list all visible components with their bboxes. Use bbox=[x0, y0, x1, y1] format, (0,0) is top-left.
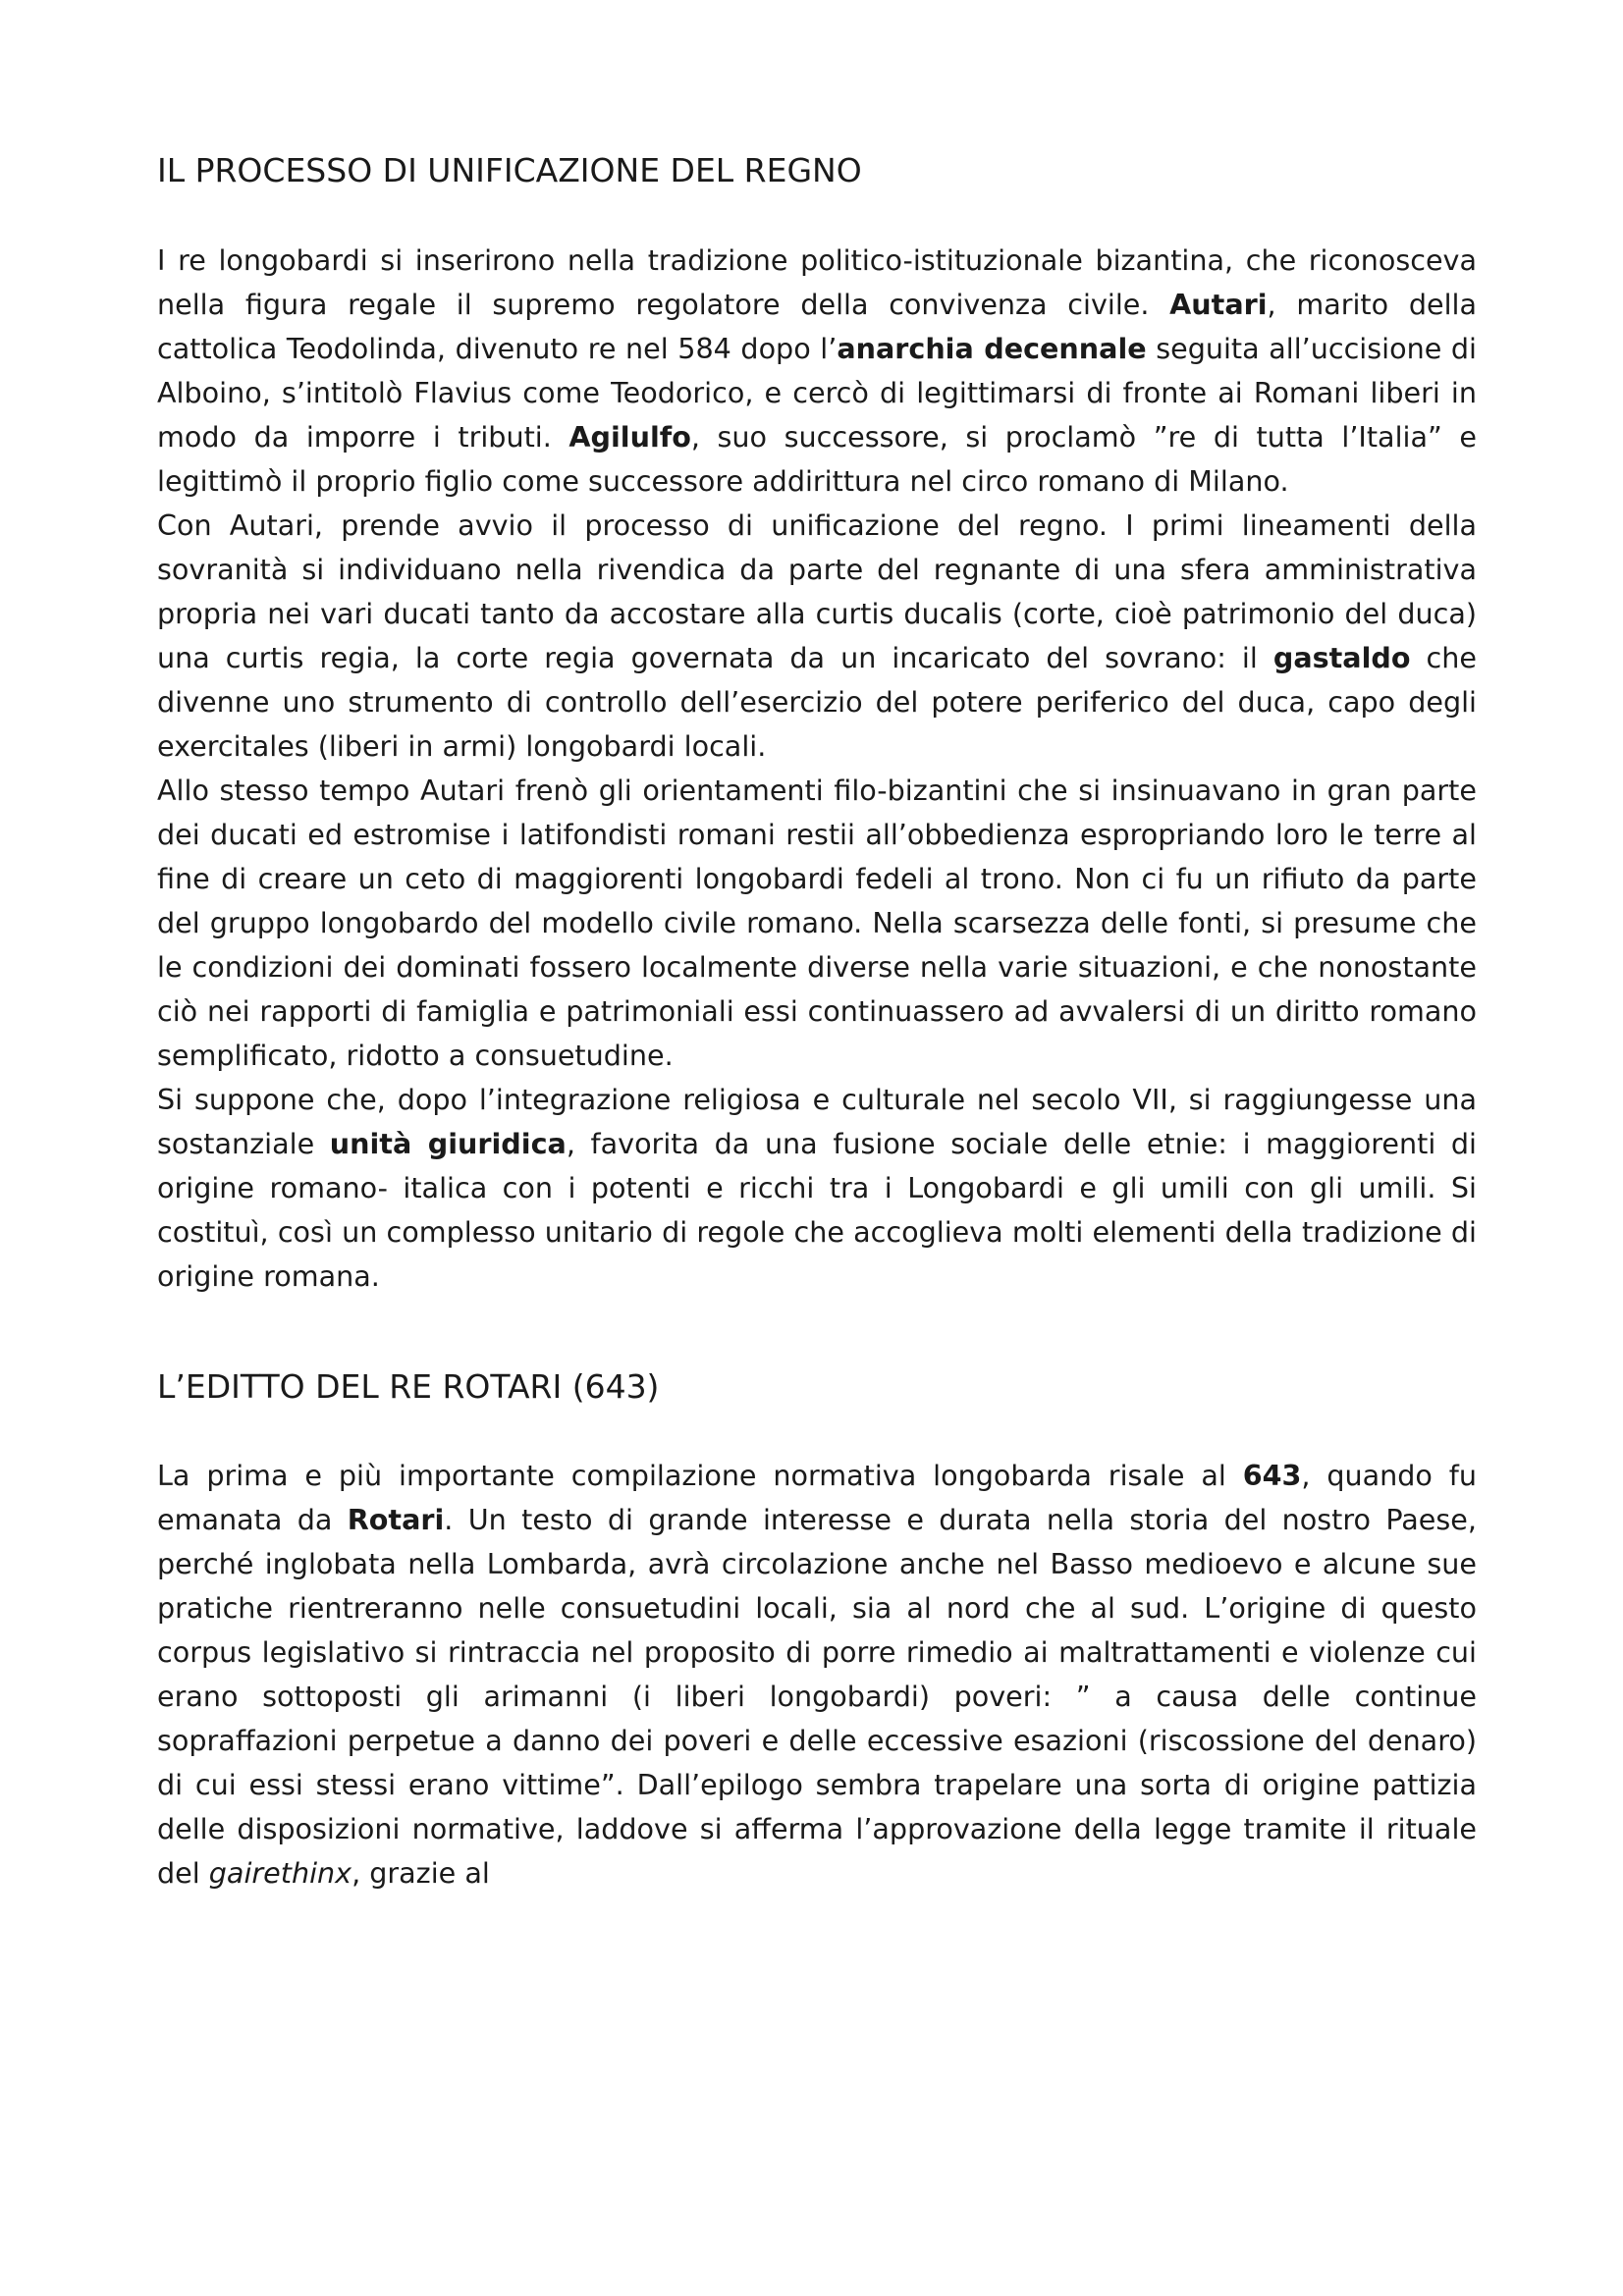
bold-term-gastaldo: gastaldo bbox=[1272, 641, 1411, 674]
text-run: seguita all’uccisione di Alboino, s’intitolò Flavius come Teodorico, e cercò di legittimarsi di fronte ai Romani liberi in modo da imporre i tributi. bbox=[157, 332, 1477, 454]
text-run: che divenne uno strumento di controllo dell’esercizio del potere periferico del duca, capo degli exercitales (liberi in armi) longobardi locali. bbox=[157, 641, 1477, 763]
bold-term-unita-giuridica: unità giuridica bbox=[329, 1127, 567, 1160]
text-run: . Un testo di grande interesse e durata nella storia del nostro Paese, perché inglobata nella Lombarda, avrà circolazione anche nel Basso medioevo e alcune sue pratiche rientreranno nelle consuetudini locali, sia al nord che al sud. L’origine di questo corpus legislativo si rintraccia nel proposito di porre rimedio ai maltrattamenti e violenze cui erano sottoposti gli arimanni (i liberi longobardi) poveri: ” a causa delle continue sopraffazioni perpetue a danno dei poveri e delle eccessive esazioni (riscossione del denaro) di cui essi stessi erano vittime”. Dall’epilogo sembra trapelare una sorta di origine pattizia delle disposizioni normative, laddove si afferma l’approvazione della legge tramite il rituale del bbox=[157, 1503, 1477, 1890]
bold-term-643: 643 bbox=[1242, 1459, 1302, 1492]
section-title-unificazione: IL PROCESSO DI UNIFICAZIONE DEL REGNO bbox=[157, 151, 862, 189]
text-run: I re longobardi si inserirono nella tradizione politico-istituzionale bizantina, che riconosceva nella figura regale il supremo regolatore della convivenza civile. bbox=[157, 243, 1477, 321]
text-run: Con Autari, prende avvio il processo di unificazione del regno. I primi lineamenti della sovranità si individuano nella rivendica da parte del regnante di una sfera amministrativa propria nei vari ducati tanto da accostare alla curtis ducalis (corte, cioè patrimonio del duca) una curtis regia, la corte regia governata da un incaricato del sovrano: il bbox=[157, 508, 1477, 674]
text-run: , quando fu emanata da bbox=[157, 1459, 1477, 1536]
bold-term-autari: Autari bbox=[1169, 288, 1268, 321]
bold-term-rotari: Rotari bbox=[347, 1503, 445, 1536]
document-page bbox=[157, 149, 1477, 1896]
text-run: Si suppone che, dopo l’integrazione religiosa e culturale nel secolo VII, si raggiungesse una sostanziale bbox=[157, 1083, 1477, 1160]
paragraph-unificazione bbox=[157, 504, 1477, 769]
paragraph-editto bbox=[157, 1454, 1477, 1896]
text-run: , grazie al bbox=[352, 1856, 490, 1890]
text-run: , favorita da una fusione sociale delle etnie: i maggiorenti di origine romano- italica con i potenti e ricchi tra i Longobardi e gli umili con gli umili. Si costituì, così un complesso unitario di regole che accoglieva molti elementi della tradizione di origine romana. bbox=[157, 1127, 1477, 1293]
text-run: La prima e più importante compilazione normativa longobarda risale al bbox=[157, 1459, 1243, 1492]
paragraph-unita-giuridica bbox=[157, 1078, 1477, 1299]
bold-term-anarchia-decennale: anarchia decennale bbox=[837, 332, 1147, 365]
paragraph-autari-filo-bizantini: Allo stesso tempo Autari frenò gli orientamenti filo-bizantini che si insinuavano in gran parte dei ducati ed estromise i latifondisti romani restii all’obbedienza espropriando loro le terre al fine di creare un ceto di maggiorenti longobardi fedeli al trono. Non ci fu un rifiuto da parte del gruppo longobardo del modello civile romano. Nella scarsezza delle fonti, si presume che le condizioni dei dominati fossero localmente diverse nella varie situazioni, e che nonostante ciò nei rapporti di famiglia e patrimoniali essi continuassero ad avvalersi di un diritto romano semplificato, ridotto a consuetudine. bbox=[157, 774, 1477, 1072]
text-run: , suo successore, si proclamò ”re di tutta l’Italia” e legittimò il proprio figlio come successore addirittura nel circo romano di Milano. bbox=[157, 420, 1477, 498]
text-run: , marito della cattolica Teodolinda, divenuto re nel 584 dopo l’ bbox=[157, 288, 1477, 365]
paragraph-re-longobardi bbox=[157, 239, 1477, 504]
bold-term-agilulfo: Agilulfo bbox=[568, 420, 691, 454]
italic-term-gairethinx: gairethinx bbox=[208, 1856, 352, 1890]
section-title-editto-rotari: L’EDITTO DEL RE ROTARI (643) bbox=[157, 1367, 660, 1406]
